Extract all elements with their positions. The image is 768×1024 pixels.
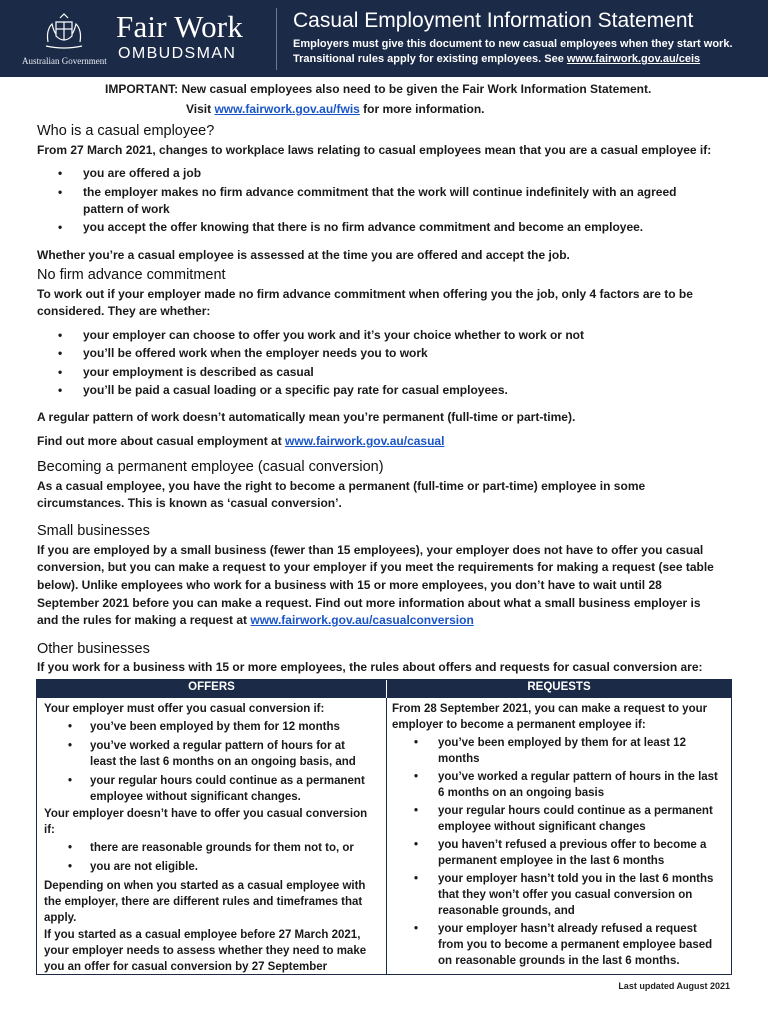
- ceis-link[interactable]: www.fairwork.gov.au/ceis: [566, 53, 701, 65]
- banner-divider: [276, 8, 277, 70]
- subtitle-line-1: Employers must give this document to new casual employees when they start work.: [293, 38, 733, 50]
- table-list-item-continued: employee without significant changes.: [90, 791, 301, 803]
- table-list-item: [414, 735, 686, 751]
- bullet-icon: •: [68, 861, 73, 873]
- depend-line-1: Depending on when you started as a casual employee with: [44, 880, 366, 892]
- bullet-icon: •: [58, 166, 63, 180]
- small-line-5: [37, 612, 474, 629]
- casual-find-more: [37, 433, 444, 450]
- subtitle-line-2: [293, 52, 733, 67]
- fwis-link[interactable]: www.fairwork.gov.au/fwis: [214, 102, 360, 116]
- list-item: [58, 184, 677, 201]
- small-line-3: below). Unlike employees who work for a business with 15 or more employees, you don’t have to wait until 28: [37, 578, 662, 592]
- table-list-item-text: your regular hours could continue as a permanent: [438, 805, 713, 817]
- before-line-1: If you started as a casual employee before 27 March 2021,: [44, 929, 361, 941]
- list-item-text: you’ll be offered work when the employer needs you to work: [83, 346, 428, 360]
- bullet-icon: •: [68, 842, 73, 854]
- commitment-heading: No firm advance commitment: [37, 267, 226, 283]
- small-line-2: conversion, but you can make a request to your employer if you meet the requirements for making a request (see table: [37, 560, 714, 574]
- subtitle-line-2-prefix: Transitional rules apply for existing employees. See: [293, 53, 567, 65]
- important-label: IMPORTANT:: [105, 82, 179, 96]
- bullet-icon: •: [58, 328, 63, 342]
- table-header: [37, 680, 731, 698]
- table-list-item-continued: least the last 6 months on an ongoing basis, and: [90, 756, 356, 768]
- list-item: [58, 219, 644, 236]
- bullet-icon: •: [58, 220, 63, 234]
- requests-intro-1: From 28 September 2021, you can make a request to your: [392, 703, 708, 715]
- table-list-item: [68, 840, 354, 856]
- bullet-icon: •: [68, 721, 73, 733]
- table-list-item-text: you’ve worked a regular pattern of hours for at: [90, 740, 345, 752]
- last-updated: Last updated August 2021: [618, 981, 730, 991]
- table-list-item: [68, 859, 198, 875]
- small-line-1: If you are employed by a small business (fewer than 15 employees), your employer does not have to offer you casual: [37, 543, 704, 557]
- bullet-icon: •: [414, 805, 419, 817]
- bullet-icon: •: [68, 740, 73, 752]
- list-item-text: you accept the offer knowing that there is no firm advance commitment and become an employee.: [83, 220, 644, 234]
- bullet-icon: •: [414, 737, 419, 749]
- table-list-item-text: you are not eligible.: [90, 861, 198, 873]
- before-line-3: you an offer for casual conversion by 27 September: [44, 961, 328, 973]
- bullet-icon: •: [58, 346, 63, 360]
- table-list-item-text: your employer hasn’t already refused a request: [438, 923, 697, 935]
- list-item-text: your employer can choose to offer you work and it’s your choice whether to work or not: [83, 328, 584, 342]
- conversion-heading: Becoming a permanent employee (casual conversion): [37, 459, 384, 475]
- bullet-icon: •: [414, 839, 419, 851]
- conversion-table: [36, 679, 732, 975]
- small-last-prefix: and the rules for making a request at: [37, 613, 251, 627]
- depend-line-3: apply.: [44, 912, 77, 924]
- visit-prefix: Visit: [186, 102, 215, 116]
- bullet-icon: •: [414, 923, 419, 935]
- document-title: Casual Employment Information Statement: [293, 9, 694, 32]
- bullet-icon: •: [58, 185, 63, 199]
- list-item: [58, 165, 202, 182]
- bullet-icon: •: [414, 771, 419, 783]
- offers-not-line-2: if:: [44, 824, 55, 836]
- other-intro: If you work for a business with 15 or more employees, the rules about offers and requests for casual conversion are:: [37, 660, 703, 674]
- list-item: [58, 382, 508, 399]
- list-item-text: your employment is described as casual: [83, 365, 314, 379]
- bullet-icon: •: [414, 873, 419, 885]
- commitment-intro-2: considered. They are whether:: [37, 304, 211, 318]
- list-item: [58, 364, 314, 381]
- column-header-requests: REQUESTS: [527, 681, 591, 693]
- important-text: New casual employees also need to be given the Fair Work Information Statement.: [178, 82, 652, 96]
- table-list-item: [414, 871, 714, 887]
- table-list-item: [414, 837, 707, 853]
- table-list-item-continued: that they won’t offer you casual conversion on: [438, 889, 693, 901]
- table-list-item-text: there are reasonable grounds for them not to, or: [90, 842, 354, 854]
- visit-suffix: for more information.: [359, 102, 485, 116]
- table-list-item: [68, 738, 345, 754]
- list-item-text: the employer makes no firm advance commitment that the work will continue indefinitely with an agreed: [83, 185, 677, 199]
- table-list-item-text: you’ve been employed by them for at least 12: [438, 737, 686, 749]
- brand-title: Fair Work: [116, 9, 244, 44]
- list-item-text: you are offered a job: [83, 166, 202, 180]
- table-list-item-text: you haven’t refused a previous offer to become a: [438, 839, 707, 851]
- column-divider: [386, 698, 387, 974]
- brand-subtitle: OMBUDSMAN: [118, 45, 237, 62]
- table-list-item-text: you’ve worked a regular pattern of hours in the last: [438, 771, 718, 783]
- coat-of-arms-icon: [38, 12, 90, 52]
- pattern-note: A regular pattern of work doesn’t automatically mean you’re permanent (full-time or part-time).: [37, 410, 576, 424]
- header-banner: [0, 0, 768, 77]
- table-list-item: [68, 773, 365, 789]
- casual-heading: Who is a casual employee?: [37, 123, 215, 139]
- bullet-icon: •: [58, 383, 63, 397]
- column-header-offers: OFFERS: [188, 681, 235, 693]
- casualconversion-link[interactable]: www.fairwork.gov.au/casualconversion: [250, 613, 474, 627]
- table-list-item: [414, 921, 697, 937]
- conversion-line-1: As a casual employee, you have the right to become a permanent (full-time or part-time) employee in some: [37, 479, 646, 493]
- table-list-item: [414, 769, 718, 785]
- table-list-item-text: your regular hours could continue as a permanent: [90, 775, 365, 787]
- gov-label: Australian Government: [22, 56, 107, 66]
- table-list-item-continued: employee without significant changes: [438, 821, 646, 833]
- table-list-item-continued: permanent employee in the last 6 months: [438, 855, 665, 867]
- table-list-item: [414, 803, 713, 819]
- list-item-text: you’ll be paid a casual loading or a specific pay rate for casual employees.: [83, 383, 508, 397]
- table-list-item-continued: from you to become a permanent employee based: [438, 939, 713, 951]
- important-visit: [186, 101, 485, 118]
- requests-intro-2: employer to become a permanent employee if:: [392, 719, 646, 731]
- table-list-item-continued: 6 months on an ongoing basis: [438, 787, 605, 799]
- before-line-2: your employer needs to assess whether they need to make: [44, 945, 367, 957]
- list-item: [58, 327, 584, 344]
- offers-not-line-1: Your employer doesn’t have to offer you casual conversion: [44, 808, 368, 820]
- document-subtitle: [293, 37, 733, 67]
- small-line-4: September 2021 before you can make a request. Find out more information about what a small business employer is: [37, 596, 701, 610]
- table-list-item-continued: months: [438, 753, 480, 765]
- table-list-item-text: you’ve been employed by them for 12 months: [90, 721, 340, 733]
- bullet-icon: •: [68, 775, 73, 787]
- find-prefix: Find out more about casual employment at: [37, 434, 286, 448]
- casual-assessed: Whether you’re a casual employee is assessed at the time you are offered and accept the job.: [37, 248, 570, 262]
- table-list-item-text: your employer hasn’t told you in the last 6 months: [438, 873, 714, 885]
- table-list-item: [68, 719, 340, 735]
- bullet-icon: •: [58, 365, 63, 379]
- casual-link[interactable]: www.fairwork.gov.au/casual: [285, 434, 445, 448]
- list-item: [58, 345, 428, 362]
- casual-intro: From 27 March 2021, changes to workplace laws relating to casual employees mean that you are a casual employee if:: [37, 143, 712, 157]
- header-divider: [386, 680, 387, 698]
- conversion-line-2: circumstances. This is known as ‘casual conversion’.: [37, 496, 342, 510]
- important-notice: [105, 81, 651, 98]
- depend-line-2: the employer, there are different rules and timeframes that: [44, 896, 363, 908]
- offers-intro: Your employer must offer you casual conversion if:: [44, 703, 325, 715]
- table-list-item-continued: reasonable grounds, and: [438, 905, 575, 917]
- list-item-continued: pattern of work: [83, 202, 170, 216]
- small-heading: Small businesses: [37, 523, 150, 539]
- commitment-intro-1: To work out if your employer made no firm advance commitment when offering you the job, only 4 factors are to be: [37, 287, 693, 301]
- table-list-item-continued: on reasonable grounds in the last 6 months.: [438, 955, 680, 967]
- other-heading: Other businesses: [37, 641, 150, 657]
